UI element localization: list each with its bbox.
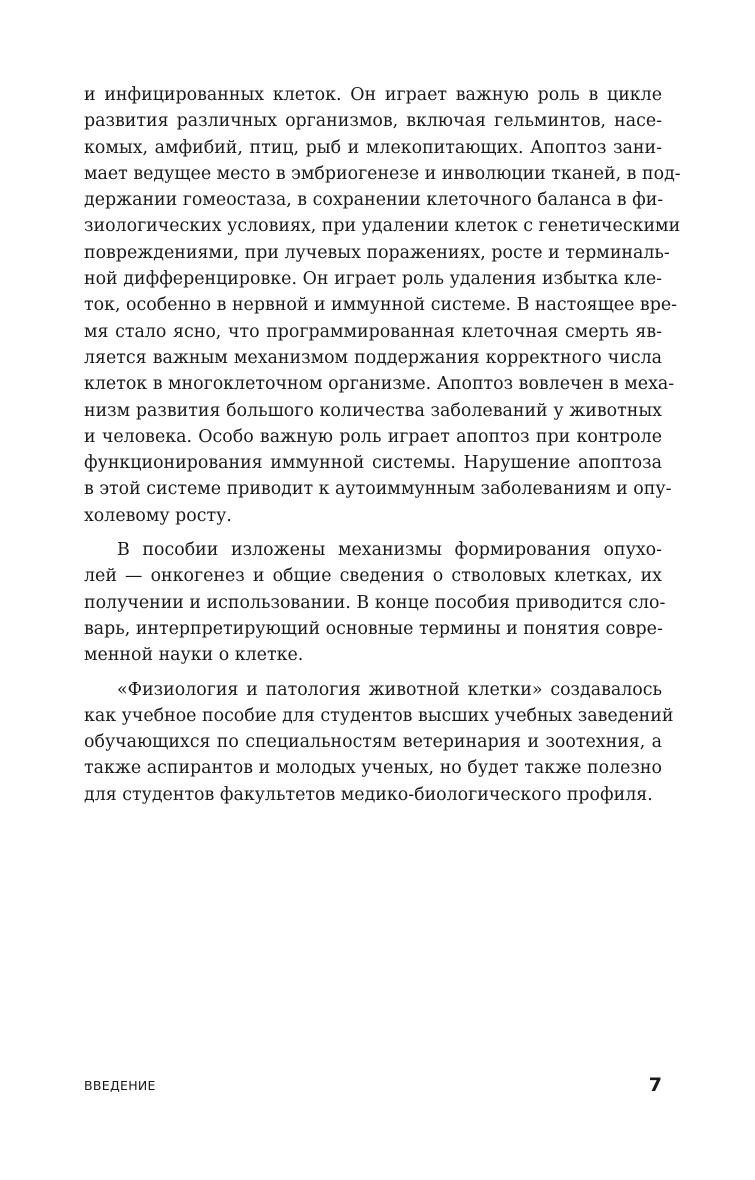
running-head: ВВЕДЕНИЕ bbox=[84, 1077, 156, 1093]
text-line: ляется важным механизмом поддержания корректного числа bbox=[84, 347, 662, 368]
text-line: и человека. Особо важную роль играет апоптоз при контроле bbox=[84, 426, 662, 447]
text-line: мя стало ясно, что программированная клеточная смерть яв- bbox=[84, 321, 662, 342]
text-line: и инфицированных клеток. Он играет важную роль в цикле bbox=[84, 85, 662, 105]
text-line: зиологических условиях, при удалении клеток с генетическими bbox=[84, 216, 681, 237]
text-line: клеток в многоклеточном организме. Апоптоз вовлечен в меха- bbox=[84, 374, 675, 395]
text-line: В пособии изложены механизмы формирования опухо- bbox=[117, 540, 662, 561]
text-line: комых, амфибий, птиц, рыб и млекопитающих. Апоптоз зани- bbox=[84, 137, 662, 158]
text-line: также аспирантов и молодых ученых, но будет также полезно bbox=[84, 758, 662, 779]
text-line: обучающихся по специальностям ветеринария и зоотехния, а bbox=[84, 732, 662, 753]
text-line: развития различных организмов, включая гельминтов, насе- bbox=[84, 111, 662, 132]
text-line: «Физиология и патология животной клетки» создавалось bbox=[117, 679, 662, 700]
text-line: повреждениями, при лучевых поражениях, росте и терминаль- bbox=[84, 242, 670, 263]
text-line: низм развития большого количества заболеваний у животных bbox=[84, 400, 662, 421]
paragraph bbox=[84, 677, 674, 808]
text-line: держании гомеостаза, в сохранении клеточного баланса в фи- bbox=[84, 190, 664, 211]
body-text bbox=[84, 82, 681, 808]
text-line: варь, интерпретирующий основные термины и понятия совре- bbox=[84, 618, 663, 639]
page-number: 7 bbox=[648, 1074, 662, 1096]
paragraph-spacing bbox=[84, 669, 662, 677]
paragraph bbox=[84, 537, 666, 668]
page-footer bbox=[84, 1073, 662, 1097]
text-line: ной дифференцировке. Он играет роль удаления избытка кле- bbox=[84, 269, 662, 290]
text-line: в этой системе приводит к аутоиммунным заболеваниям и опу- bbox=[84, 479, 672, 500]
paragraph-spacing bbox=[84, 529, 662, 537]
text-line: менной науки о клетке. bbox=[84, 645, 304, 666]
text-line: получении и использовании. В конце пособия приводится сло- bbox=[84, 592, 666, 613]
text-line: как учебное пособие для студентов высших учебных заведений bbox=[84, 705, 674, 726]
paragraph bbox=[84, 82, 681, 529]
text-line: для студентов факультетов медико-биологического профиля. bbox=[84, 784, 653, 805]
text-line: мает ведущее место в эмбриогенезе и инволюции тканей, в под- bbox=[84, 163, 681, 184]
text-line: функционирования иммунной системы. Нарушение апоптоза bbox=[84, 453, 662, 474]
text-line: лей — онкогенез и общие сведения о стволовых клетках, их bbox=[84, 566, 662, 587]
text-line: холевому росту. bbox=[84, 505, 232, 526]
text-line: ток, особенно в нервной и иммунной системе. В настоящее вре- bbox=[84, 295, 678, 316]
